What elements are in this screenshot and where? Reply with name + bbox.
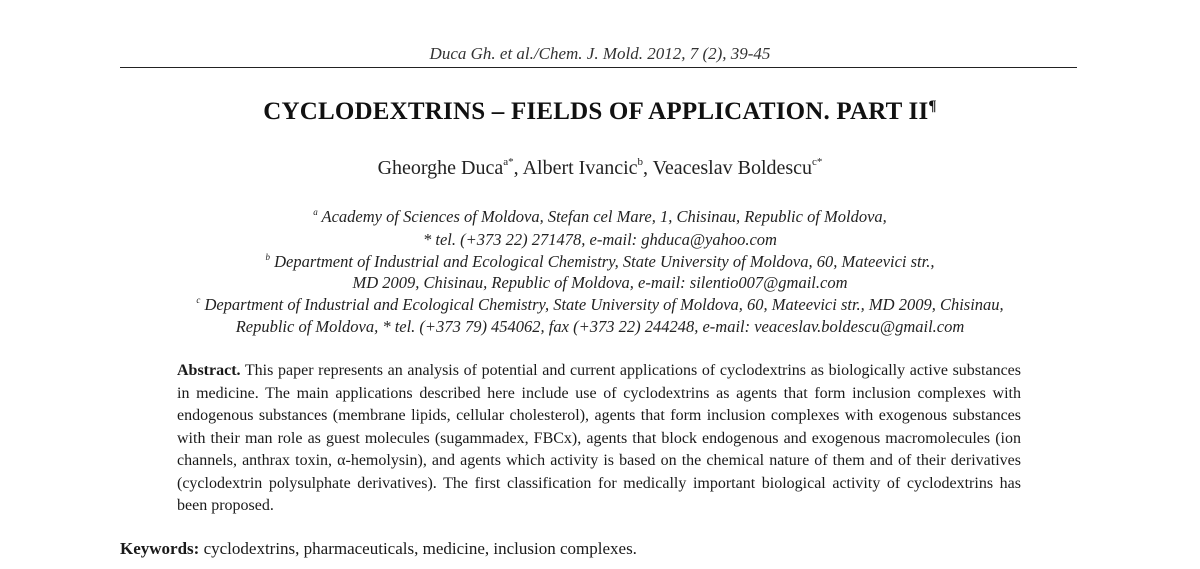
affiliation-c-line2: Republic of Moldova, * tel. (+373 79) 454062, fax (+373 22) 244248, e-mail: veaceslav.boldescu@gmail.com xyxy=(235,317,965,336)
author-separator: , xyxy=(513,157,523,179)
header-rule xyxy=(120,67,1077,68)
affiliation-text: Department of Industrial and Ecological Chemistry, State University of Moldova, 60, Mateevici str., xyxy=(274,252,935,271)
affiliation-marker: c xyxy=(196,295,201,305)
author-affiliation-mark: c* xyxy=(812,156,823,168)
keywords-text: cyclodextrins, pharmaceuticals, medicine, inclusion complexes. xyxy=(203,539,637,558)
title-text: CYCLODEXTRINS – FIELDS OF APPLICATION. PART II xyxy=(263,98,929,125)
affiliation-a-line2: * tel. (+373 22) 271478, e-mail: ghduca@yahoo.com xyxy=(423,230,777,249)
abstract-label: Abstract. xyxy=(177,362,241,379)
author-separator: , xyxy=(643,157,653,179)
affiliation-a-line1 xyxy=(0,207,1200,227)
affiliation-text: Academy of Sciences of Moldova, Stefan cel Mare, 1, Chisinau, Republic of Moldova, xyxy=(321,207,887,226)
author-name: Gheorghe Duca xyxy=(377,157,504,179)
keywords-label: Keywords: xyxy=(120,539,200,558)
author-list xyxy=(0,156,1200,180)
author-name: Veaceslav Boldescu xyxy=(652,157,813,179)
affiliation-marker: a xyxy=(313,207,318,217)
affiliation-marker: b xyxy=(265,252,270,262)
author-name: Albert Ivancic xyxy=(522,157,638,179)
affiliation-b-line1 xyxy=(0,252,1200,272)
running-head: Duca Gh. et al./Chem. J. Mold. 2012, 7 (2), 39-45 xyxy=(429,44,771,63)
affiliation-b-line2: MD 2009, Chisinau, Republic of Moldova, e-mail: silentio007@gmail.com xyxy=(352,273,848,292)
author-affiliation-mark: a* xyxy=(503,156,514,168)
paper-title xyxy=(0,98,1200,126)
keywords xyxy=(120,539,637,559)
abstract-text: This paper represents an analysis of potential and current applications of cyclodextrins as biologically active substances in medicine. The main applications described here include use of cyclodextrins as agents that form inclusion complexes with endogenous substances (membrane lipids, cellular cholesterol), agents that form inclusion complexes with exogenous substances with their man role as guest molecules (sugammadex, FBCx), agents that block endogenous and exogenous macromolecules (ion channels, anthrax toxin, α-hemolysin), and agents which activity is based on the chemical nature of them and of their derivatives (cyclodextrin polysulphate derivatives). The first classification for medically important biological activity of cyclodextrins has been proposed. xyxy=(177,362,1021,514)
affiliation-text: Department of Industrial and Ecological Chemistry, State University of Moldova, 60, Mateevici str., MD 2009, Chisinau, xyxy=(204,295,1004,314)
abstract xyxy=(177,360,1021,518)
affiliation-c-line1 xyxy=(0,295,1200,315)
title-footnote-mark: ¶ xyxy=(928,98,937,114)
author-affiliation-mark: b xyxy=(637,156,644,168)
